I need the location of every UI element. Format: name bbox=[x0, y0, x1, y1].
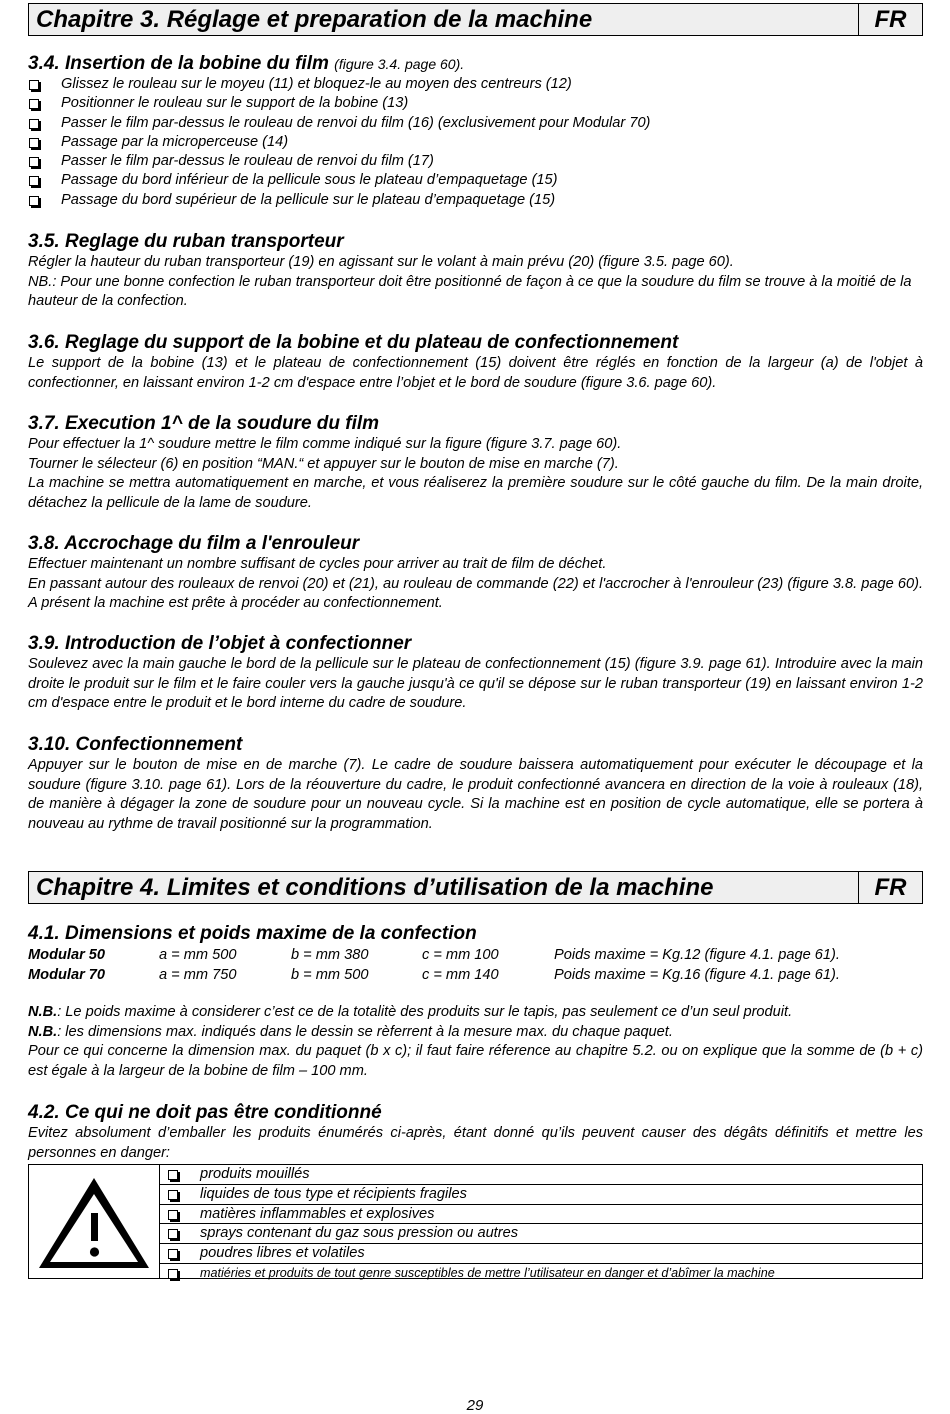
item-text: Passer le film par-dessus le rouleau de renvoi du film (16) (exclusivement pour Modular 70) bbox=[61, 114, 651, 131]
section-heading: 3.7. Execution 1^ de la soudure du film bbox=[28, 413, 380, 434]
warning-table bbox=[28, 1164, 923, 1279]
checkbox-icon bbox=[168, 1190, 178, 1200]
list-item bbox=[160, 1185, 922, 1205]
checkbox-list bbox=[28, 75, 923, 210]
section-heading: 3.8. Accrochage du film a l'enrouleur bbox=[28, 533, 360, 554]
section-3-5 bbox=[28, 231, 923, 312]
paragraph: Pour effectuer la 1^ soudure mettre le film comme indiqué sur la figure (figure 3.7. page 60). bbox=[28, 436, 622, 452]
section-heading: 4.2. Ce qui ne doit pas être conditionné bbox=[28, 1102, 382, 1123]
checkbox-icon bbox=[29, 119, 39, 129]
section-4-2 bbox=[28, 1102, 923, 1163]
section-3-8 bbox=[28, 533, 923, 614]
max-weight: Poids maxime = Kg.16 (figure 4.1. page 61). bbox=[554, 967, 840, 983]
item-text: liquides de tous type et récipients fragiles bbox=[200, 1185, 467, 1202]
max-weight: Poids maxime = Kg.12 (figure 4.1. page 61). bbox=[554, 947, 840, 963]
list-item bbox=[28, 75, 923, 94]
dimension-row bbox=[28, 945, 923, 965]
checkbox-icon bbox=[168, 1210, 178, 1220]
section-heading bbox=[28, 53, 923, 75]
warning-icon bbox=[29, 1165, 160, 1278]
list-item bbox=[28, 94, 923, 113]
section-3-6 bbox=[28, 332, 923, 393]
item-text: Glissez le rouleau sur le moyeu (11) et bloquez-le au moyen des centreurs (12) bbox=[61, 76, 572, 92]
note-text: : Le poids maxime à considerer c’est ce de la totalitè des produits sur le tapis, pas seulement ce d’un seul produit. bbox=[57, 1004, 793, 1020]
language-code: FR bbox=[858, 4, 922, 35]
dim-c: c = mm 100 bbox=[422, 947, 499, 963]
section-3-4 bbox=[28, 53, 923, 210]
checkbox-icon bbox=[168, 1269, 178, 1279]
figure-reference: (figure 3.4. page 60). bbox=[334, 56, 465, 72]
prohibited-items-list bbox=[160, 1165, 922, 1283]
section-3-10 bbox=[28, 734, 923, 834]
item-text: Positionner le rouleau sur le support de la bobine (13) bbox=[61, 95, 409, 112]
checkbox-icon bbox=[29, 196, 39, 206]
chapter-title: Chapitre 3. Réglage et preparation de la machine bbox=[36, 6, 593, 33]
paragraph: Le support de la bobine (13) et le plateau de confectionnement (15) doivent être réglés en fonction de la largeur (a) de l'objet à confectionner, en laissant environ 1-2 cm d'espace entre l’objet et le bord de soudure (figure 3.6. page 60). bbox=[28, 355, 923, 391]
paragraph: Evitez absolument d’emballer les produits énumérés ci-après, étant donné qu’ils peuvent causer des dégâts définitifs et mettre les personnes en danger: bbox=[28, 1125, 923, 1161]
item-text: poudres libres et volatiles bbox=[200, 1245, 365, 1262]
section-4-1 bbox=[28, 923, 923, 1081]
paragraph: Régler la hauteur du ruban transporteur (19) en agissant sur le volant à main prévu (20) (figure 3.5. page 60). bbox=[28, 254, 734, 270]
list-item bbox=[28, 152, 923, 171]
note-paragraph bbox=[28, 1003, 923, 1023]
item-text: Passage du bord inférieur de la pellicule sous le plateau d’empaquetage (15) bbox=[61, 172, 558, 189]
dim-b: b = mm 500 bbox=[291, 967, 369, 983]
section-3-7 bbox=[28, 413, 923, 513]
item-text: matiéries et produits de tout genre susceptibles de mettre l’utilisateur en danger et d’abîmer la machine bbox=[200, 1265, 775, 1280]
paragraph: Effectuer maintenant un nombre suffisant de cycles pour arriver au trait de film de déchet. bbox=[28, 556, 607, 572]
checkbox-icon bbox=[168, 1229, 178, 1239]
checkbox-icon bbox=[168, 1249, 178, 1259]
paragraph: Pour ce qui concerne la dimension max. du paquet (b x c); il faut faire réference au chapitre 5.2. ou on explique que la somme de (b + c) est égale à la largeur de la bobine de film – 100 mm. bbox=[28, 1043, 923, 1079]
dim-b: b = mm 380 bbox=[291, 947, 369, 963]
item-text: Passer le film par-dessus le rouleau de renvoi du film (17) bbox=[61, 153, 434, 170]
section-heading: 4.1. Dimensions et poids maxime de la confection bbox=[28, 923, 477, 944]
note-label: N.B. bbox=[28, 1023, 58, 1040]
checkbox-icon bbox=[168, 1170, 178, 1180]
checkbox-icon bbox=[29, 99, 39, 109]
chapter-4-header bbox=[28, 871, 923, 904]
dim-a: a = mm 750 bbox=[159, 967, 237, 983]
item-text: Passage du bord supérieur de la pellicule sur le plateau d’empaquetage (15) bbox=[61, 191, 556, 208]
note-text: : les dimensions max. indiqués dans le dessin se rèferrent à la mesure max. du chaque paquet. bbox=[57, 1023, 673, 1040]
paragraph: Soulevez avec la main gauche le bord de la pellicule sur le plateau de confectionnement (15) (figure 3.9. page 61). Introduire avec la main droite le produit sur le film et le faire couler vers la gauche jusqu'à ce qu'il se dépose sur le ruban transporteur (19) en laissant environ 1-2 cm d'espace entre le produit et le bord interne du cadre de soudure. bbox=[28, 656, 923, 711]
item-text: sprays contenant du gaz sous pression ou autres bbox=[200, 1225, 519, 1242]
dimension-row bbox=[28, 965, 923, 985]
note-paragraph bbox=[28, 1023, 923, 1043]
heading-text: 3.4. Insertion de la bobine du film bbox=[28, 53, 329, 74]
note-paragraph: NB.: Pour une bonne confection le ruban transporteur doit être positionné de façon à ce que la soudure du film se trouve à la moitié de la hauteur de la confection. bbox=[28, 273, 912, 309]
list-item bbox=[160, 1264, 922, 1283]
item-text: matières inflammables et explosives bbox=[200, 1205, 435, 1222]
section-3-9 bbox=[28, 633, 923, 714]
list-item bbox=[160, 1165, 922, 1185]
dim-a: a = mm 500 bbox=[159, 947, 237, 963]
item-text: Passage par la microperceuse (14) bbox=[61, 133, 289, 150]
dim-c: c = mm 140 bbox=[422, 967, 499, 983]
section-heading: 3.6. Reglage du support de la bobine et du plateau de confectionnement bbox=[28, 332, 679, 353]
list-item bbox=[160, 1224, 922, 1244]
paragraph: En passant autour des rouleaux de renvoi (20) et (21), au rouleau de commande (22) et l'accrocher à l'enrouleur (23) (figure 3.8. page 60). A présent la machine est prête à procéder au confectionnement. bbox=[28, 575, 923, 611]
list-item bbox=[28, 171, 923, 190]
list-item bbox=[28, 191, 923, 210]
list-item bbox=[28, 133, 923, 152]
list-item bbox=[160, 1205, 922, 1225]
checkbox-icon bbox=[29, 138, 39, 148]
paragraph: Tourner le sélecteur (6) en position “MAN.“ et appuyer sur le bouton de mise en marche (7). bbox=[28, 455, 619, 472]
model-name: Modular 50 bbox=[28, 947, 106, 963]
model-name: Modular 70 bbox=[28, 967, 106, 983]
language-code: FR bbox=[858, 872, 922, 903]
note-label: N.B. bbox=[28, 1004, 58, 1020]
paragraph: Appuyer sur le bouton de mise en de marche (7). Le cadre de soudure baissera automatiquement pour exécuter le découpage et la soudure (figure 3.10. page 61). Lors de la réouverture du cadre, le produit confectionné avancera en direction de la voie à rouleaux (18), de manière à dégager la zone de soudure pour un nouveau cycle. Si la machine est en position de cycle automatique, elle se portera à nouveau au rythme de travail positionné sur la programmation. bbox=[28, 757, 923, 832]
section-heading: 3.9. Introduction de l’objet à confectionner bbox=[28, 633, 412, 654]
list-item bbox=[160, 1244, 922, 1264]
list-item bbox=[28, 114, 923, 133]
chapter-title: Chapitre 4. Limites et conditions d’utilisation de la machine bbox=[36, 874, 714, 901]
checkbox-icon bbox=[29, 157, 39, 167]
chapter-3-header bbox=[28, 3, 923, 36]
item-text: produits mouillés bbox=[200, 1166, 310, 1182]
paragraph: La machine se mettra automatiquement en marche, et vous réaliserez la première soudure sur le côté gauche du film. De la main droite, détachez la pellicule de la lame de soudure. bbox=[28, 475, 923, 511]
section-heading: 3.10. Confectionnement bbox=[28, 734, 243, 755]
checkbox-icon bbox=[29, 176, 39, 186]
checkbox-icon bbox=[29, 80, 39, 90]
section-heading: 3.5. Reglage du ruban transporteur bbox=[28, 231, 344, 252]
page-number: 29 bbox=[466, 1397, 484, 1414]
